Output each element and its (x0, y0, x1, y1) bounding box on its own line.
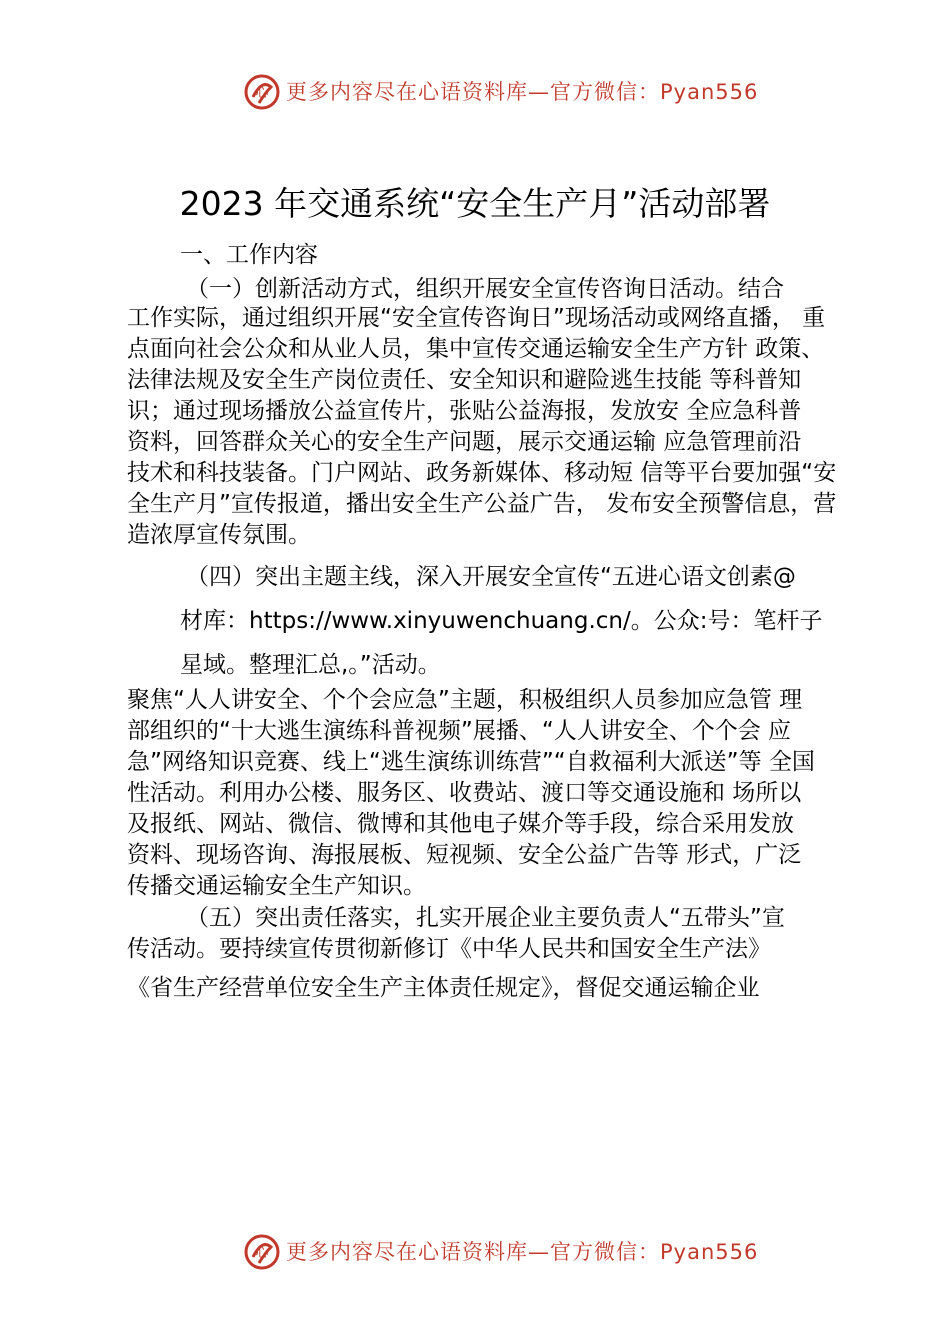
paragraph-line: 全生产月”宣传报道，播出安全生产公益广告， 发布安全预警信息，营 (127, 491, 837, 517)
brand-logo-text: 心 (255, 1246, 269, 1261)
paragraph-line: 急”网络知识竞赛、线上“逃生演练训练营”“自救福利大派送”等 全国 (127, 749, 815, 775)
paragraph-line: 《省生产经营单位安全生产主体责任规定》，督促交通运输企业 (127, 975, 760, 1001)
paragraph-line: 工作实际，通过组织开展“安全宣传咨询日”现场活动或网络直播， 重 (127, 305, 826, 331)
paragraph-line: （一）创新活动方式，组织开展安全宣传咨询日活动。结合 (186, 276, 784, 302)
paragraph-line: （四）突出主题主线，深入开展安全宣传“五进心语文创素@ (186, 564, 796, 590)
footer-banner-text: 更多内容尽在心语资料库—官方微信：Pyan556 (286, 1240, 759, 1264)
paragraph-line: 及报纸、网站、微信、微博和其他电子媒介等手段，综合采用发放 (127, 811, 794, 837)
paragraph-line: （五）突出责任落实，扎实开展企业主要负责人“五带头”宣 (186, 905, 785, 931)
paragraph-line: 性活动。利用办公楼、服务区、收费站、渡口等交通设施和 场所以 (127, 780, 802, 806)
header-banner (0, 73, 950, 113)
paragraph-line: 点面向社会公众和从业人员，集中宣传交通运输安全生产方针 政策、 (127, 336, 825, 362)
paragraph-line: 技术和科技装备。门户网站、政务新媒体、移动短 信等平台要加强“安 (127, 460, 837, 486)
brand-logo-icon (243, 1233, 281, 1271)
document-title: 2023 年交通系统“安全生产月”活动部署 (179, 184, 771, 223)
brand-logo-text: 心 (255, 86, 269, 101)
paragraph-line: 传播交通运输安全生产知识。 (127, 873, 426, 899)
paragraph-line: 传活动。要持续宣传贯彻新修订《中华人民共和国安全生产法》 (127, 936, 771, 962)
paragraph-line: 材库：https://www.xinyuwenchuang.cn/。公众:号：笔杆子 (180, 608, 823, 634)
section-heading: 一、工作内容 (180, 242, 318, 268)
paragraph-line: 聚焦“人人讲安全、个个会应急”主题，积极组织人员参加应急管 理 (127, 687, 803, 713)
paragraph-line: 造浓厚宣传氛围。 (127, 522, 311, 548)
brand-logo-icon (243, 73, 281, 111)
paragraph-line: 识；通过现场播放公益宣传片，张贴公益海报，发放安 全应急科普 (127, 398, 802, 424)
paragraph-line: 部组织的“十大逃生演练科普视频”展播、“人人讲安全、个个会 应 (127, 718, 792, 744)
paragraph-line: 星域。整理汇总,。”活动。 (180, 652, 441, 678)
paragraph-line: 资料、现场咨询、海报展板、短视频、安全公益广告等 形式，广泛 (127, 842, 802, 868)
paragraph-line: 法律法规及安全生产岗位责任、安全知识和避险逃生技能 等科普知 (127, 367, 802, 393)
header-banner-text: 更多内容尽在心语资料库—官方微信：Pyan556 (286, 80, 759, 104)
footer-banner (0, 1233, 950, 1273)
paragraph-line: 资料，回答群众关心的安全生产问题，展示交通运输 应急管理前沿 (127, 429, 802, 455)
